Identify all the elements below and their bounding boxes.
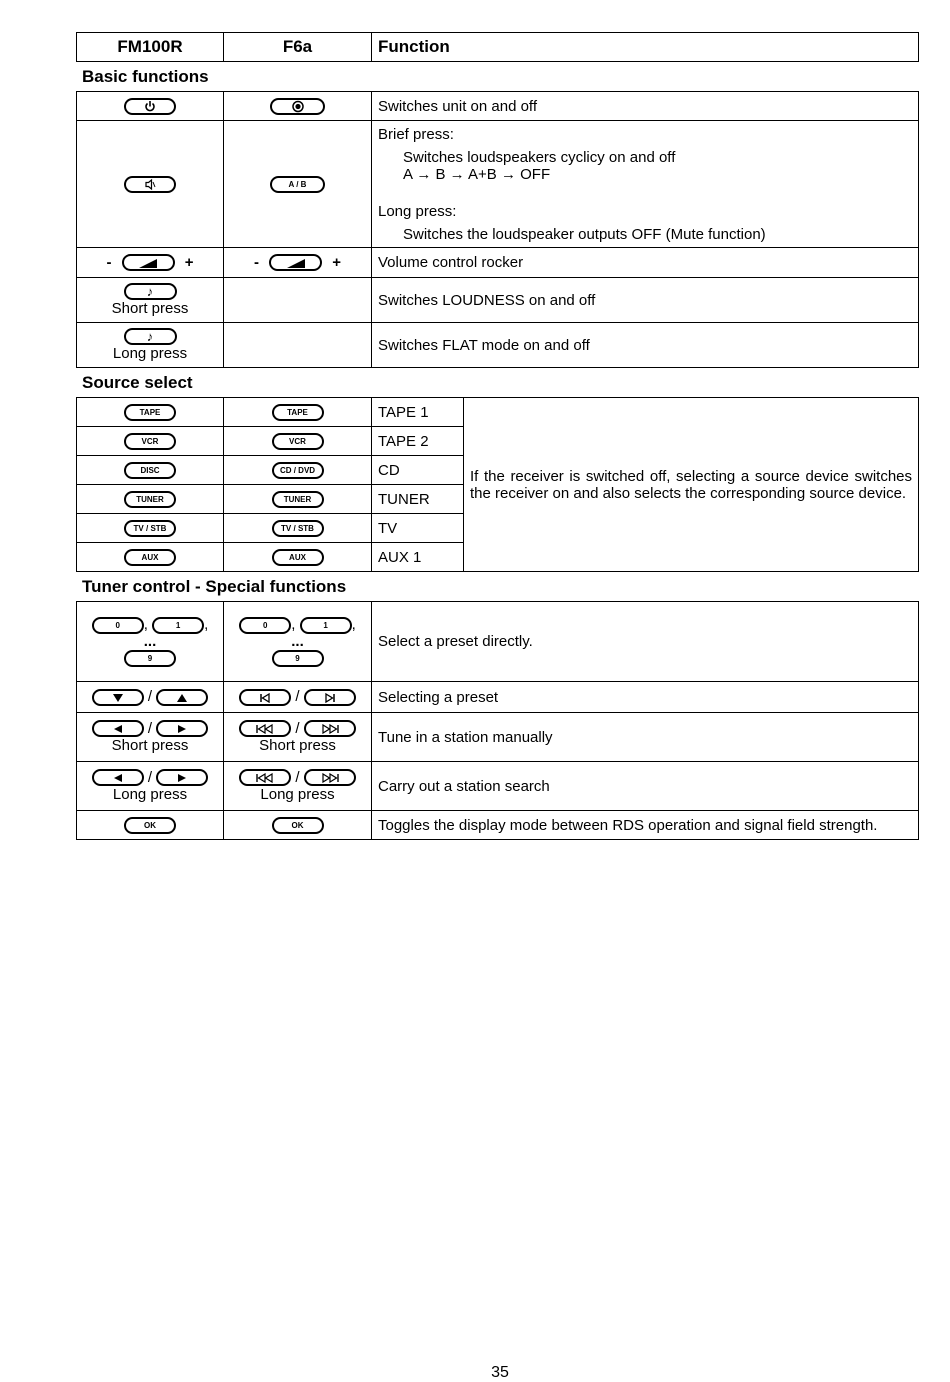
slash: / bbox=[295, 688, 300, 706]
cd-dvd-key: CD / DVD bbox=[272, 462, 324, 479]
slash: / bbox=[295, 719, 300, 737]
source-label: TAPE 1 bbox=[372, 398, 464, 427]
vcr-key: VCR bbox=[272, 433, 324, 450]
ok-key-f6a bbox=[224, 811, 372, 840]
tune-keys-f6a bbox=[224, 713, 372, 762]
ok-key: OK bbox=[272, 817, 324, 834]
long-press-label: Long press: bbox=[378, 202, 457, 220]
skip-back-icon bbox=[239, 689, 291, 706]
comma: , bbox=[291, 615, 296, 633]
arrow-left-icon bbox=[92, 720, 144, 737]
flat-key-f6a bbox=[224, 323, 372, 368]
brief-press-label: Brief press: bbox=[378, 125, 454, 143]
disc-key: DISC bbox=[124, 462, 176, 479]
tuner-key: TUNER bbox=[272, 491, 324, 508]
flat-key-fm100r bbox=[77, 323, 224, 368]
ok-desc: Toggles the display mode between RDS operation and signal field strength. bbox=[372, 811, 919, 840]
key-1: 1 bbox=[152, 617, 204, 634]
music-note-icon: ♪ bbox=[124, 283, 177, 300]
power-key-f6a bbox=[224, 92, 372, 121]
aux-key: AUX bbox=[272, 549, 324, 566]
volume-plus: + bbox=[332, 253, 342, 271]
source-key-fm100r bbox=[77, 485, 224, 514]
source-label: TV bbox=[372, 514, 464, 543]
ab-key: A / B bbox=[270, 176, 325, 193]
numeric-keys-fm100r bbox=[77, 602, 224, 682]
preset-select-desc: Selecting a preset bbox=[372, 682, 919, 713]
long-press-label: Long press bbox=[112, 786, 188, 804]
aux-key: AUX bbox=[124, 549, 176, 566]
tv-stb-key: TV / STB bbox=[272, 520, 324, 537]
rewind-icon bbox=[239, 769, 291, 786]
key-0: 0 bbox=[92, 617, 144, 634]
source-label: CD bbox=[372, 456, 464, 485]
volume-wedge-icon bbox=[122, 254, 175, 271]
slash: / bbox=[147, 688, 153, 706]
arrow-left-icon bbox=[92, 769, 144, 786]
ok-key: OK bbox=[124, 817, 176, 834]
col-fm100r: FM100R bbox=[77, 33, 224, 62]
comma: , bbox=[143, 615, 148, 633]
ellipsis: ... bbox=[143, 632, 157, 650]
flat-desc: Switches FLAT mode on and off bbox=[372, 323, 919, 368]
source-table bbox=[76, 397, 919, 572]
slash: / bbox=[295, 768, 300, 786]
source-key-fm100r bbox=[77, 398, 224, 427]
volume-key-f6a bbox=[224, 248, 372, 278]
rewind-icon bbox=[239, 720, 291, 737]
source-key-f6a bbox=[224, 543, 372, 572]
short-press-label: Short press bbox=[111, 737, 189, 755]
slash: / bbox=[147, 768, 153, 786]
speaker-mute-icon bbox=[124, 176, 176, 193]
power-desc: Switches unit on and off bbox=[372, 92, 919, 121]
tape-key: TAPE bbox=[272, 404, 324, 421]
source-label: AUX 1 bbox=[372, 543, 464, 572]
source-label: TUNER bbox=[372, 485, 464, 514]
tuner-key: TUNER bbox=[124, 491, 176, 508]
power-icon bbox=[124, 98, 176, 115]
volume-minus: - bbox=[253, 253, 259, 271]
ok-key-fm100r bbox=[77, 811, 224, 840]
vcr-key: VCR bbox=[124, 433, 176, 450]
col-function: Function bbox=[372, 33, 919, 62]
source-key-f6a bbox=[224, 427, 372, 456]
tuner-table bbox=[76, 601, 919, 840]
source-note: If the receiver is switched off, selecting a source device switches the receiver on and also selects the corresponding source device. bbox=[464, 398, 919, 572]
preset-direct-desc: Select a preset directly. bbox=[372, 602, 919, 682]
tune-manual-desc: Tune in a station manually bbox=[372, 713, 919, 762]
key-0: 0 bbox=[239, 617, 291, 634]
source-key-fm100r bbox=[77, 427, 224, 456]
speaker-desc bbox=[372, 121, 919, 248]
preset-keys-f6a bbox=[224, 682, 372, 713]
key-1: 1 bbox=[300, 617, 352, 634]
brief-press-desc: Switches loudspeakers cyclicy on and off bbox=[403, 148, 676, 166]
loudness-key-fm100r bbox=[77, 278, 224, 323]
section-basic-title: Basic functions bbox=[82, 67, 209, 86]
long-press-label: Long press bbox=[112, 345, 188, 363]
ellipsis: ... bbox=[291, 632, 304, 650]
tv-stb-key: TV / STB bbox=[124, 520, 176, 537]
long-press-label: Long press bbox=[260, 786, 335, 804]
source-key-f6a bbox=[224, 456, 372, 485]
search-keys-fm100r bbox=[77, 762, 224, 811]
volume-wedge-icon bbox=[269, 254, 322, 271]
volume-key-fm100r bbox=[77, 248, 224, 278]
key-9: 9 bbox=[124, 650, 176, 667]
search-desc: Carry out a station search bbox=[372, 762, 919, 811]
power-dot-icon bbox=[270, 98, 325, 115]
key-9: 9 bbox=[272, 650, 324, 667]
source-key-fm100r bbox=[77, 456, 224, 485]
loudness-desc: Switches LOUDNESS on and off bbox=[372, 278, 919, 323]
comma: , bbox=[204, 615, 209, 633]
long-press-desc: Switches the loudspeaker outputs OFF (Mute function) bbox=[403, 225, 766, 243]
section-source-title: Source select bbox=[82, 373, 193, 392]
skip-forward-icon bbox=[304, 689, 356, 706]
comma: , bbox=[351, 615, 356, 633]
speaker-key-f6a bbox=[224, 121, 372, 248]
speaker-cycle: A → B → A+B → OFF bbox=[403, 165, 551, 183]
source-row bbox=[77, 398, 919, 427]
music-note-icon: ♪ bbox=[124, 328, 177, 345]
section-tuner-title: Tuner control - Special functions bbox=[82, 577, 347, 596]
volume-minus: - bbox=[106, 253, 112, 271]
header-table bbox=[76, 32, 919, 62]
basic-table bbox=[76, 91, 919, 368]
volume-desc: Volume control rocker bbox=[372, 248, 919, 278]
source-key-fm100r bbox=[77, 514, 224, 543]
source-key-f6a bbox=[224, 398, 372, 427]
short-press-label: Short press bbox=[259, 737, 336, 755]
source-key-fm100r bbox=[77, 543, 224, 572]
search-keys-f6a bbox=[224, 762, 372, 811]
numeric-keys-f6a bbox=[224, 602, 372, 682]
fast-forward-icon bbox=[304, 769, 356, 786]
volume-plus: + bbox=[184, 253, 194, 271]
short-press-label: Short press bbox=[111, 300, 189, 318]
loudness-key-f6a bbox=[224, 278, 372, 323]
power-key-fm100r bbox=[77, 92, 224, 121]
manual-table bbox=[76, 32, 919, 840]
tape-key: TAPE bbox=[124, 404, 176, 421]
col-f6a: F6a bbox=[224, 33, 372, 62]
source-key-f6a bbox=[224, 485, 372, 514]
tune-keys-fm100r bbox=[77, 713, 224, 762]
preset-keys-fm100r bbox=[77, 682, 224, 713]
speaker-key-fm100r bbox=[77, 121, 224, 248]
arrow-right-icon bbox=[156, 769, 208, 786]
fast-forward-icon bbox=[304, 720, 356, 737]
arrow-down-icon bbox=[92, 689, 144, 706]
page-number: 35 bbox=[491, 1364, 509, 1381]
source-key-f6a bbox=[224, 514, 372, 543]
source-label: TAPE 2 bbox=[372, 427, 464, 456]
arrow-up-icon bbox=[156, 689, 208, 706]
arrow-right-icon bbox=[156, 720, 208, 737]
slash: / bbox=[147, 719, 153, 737]
